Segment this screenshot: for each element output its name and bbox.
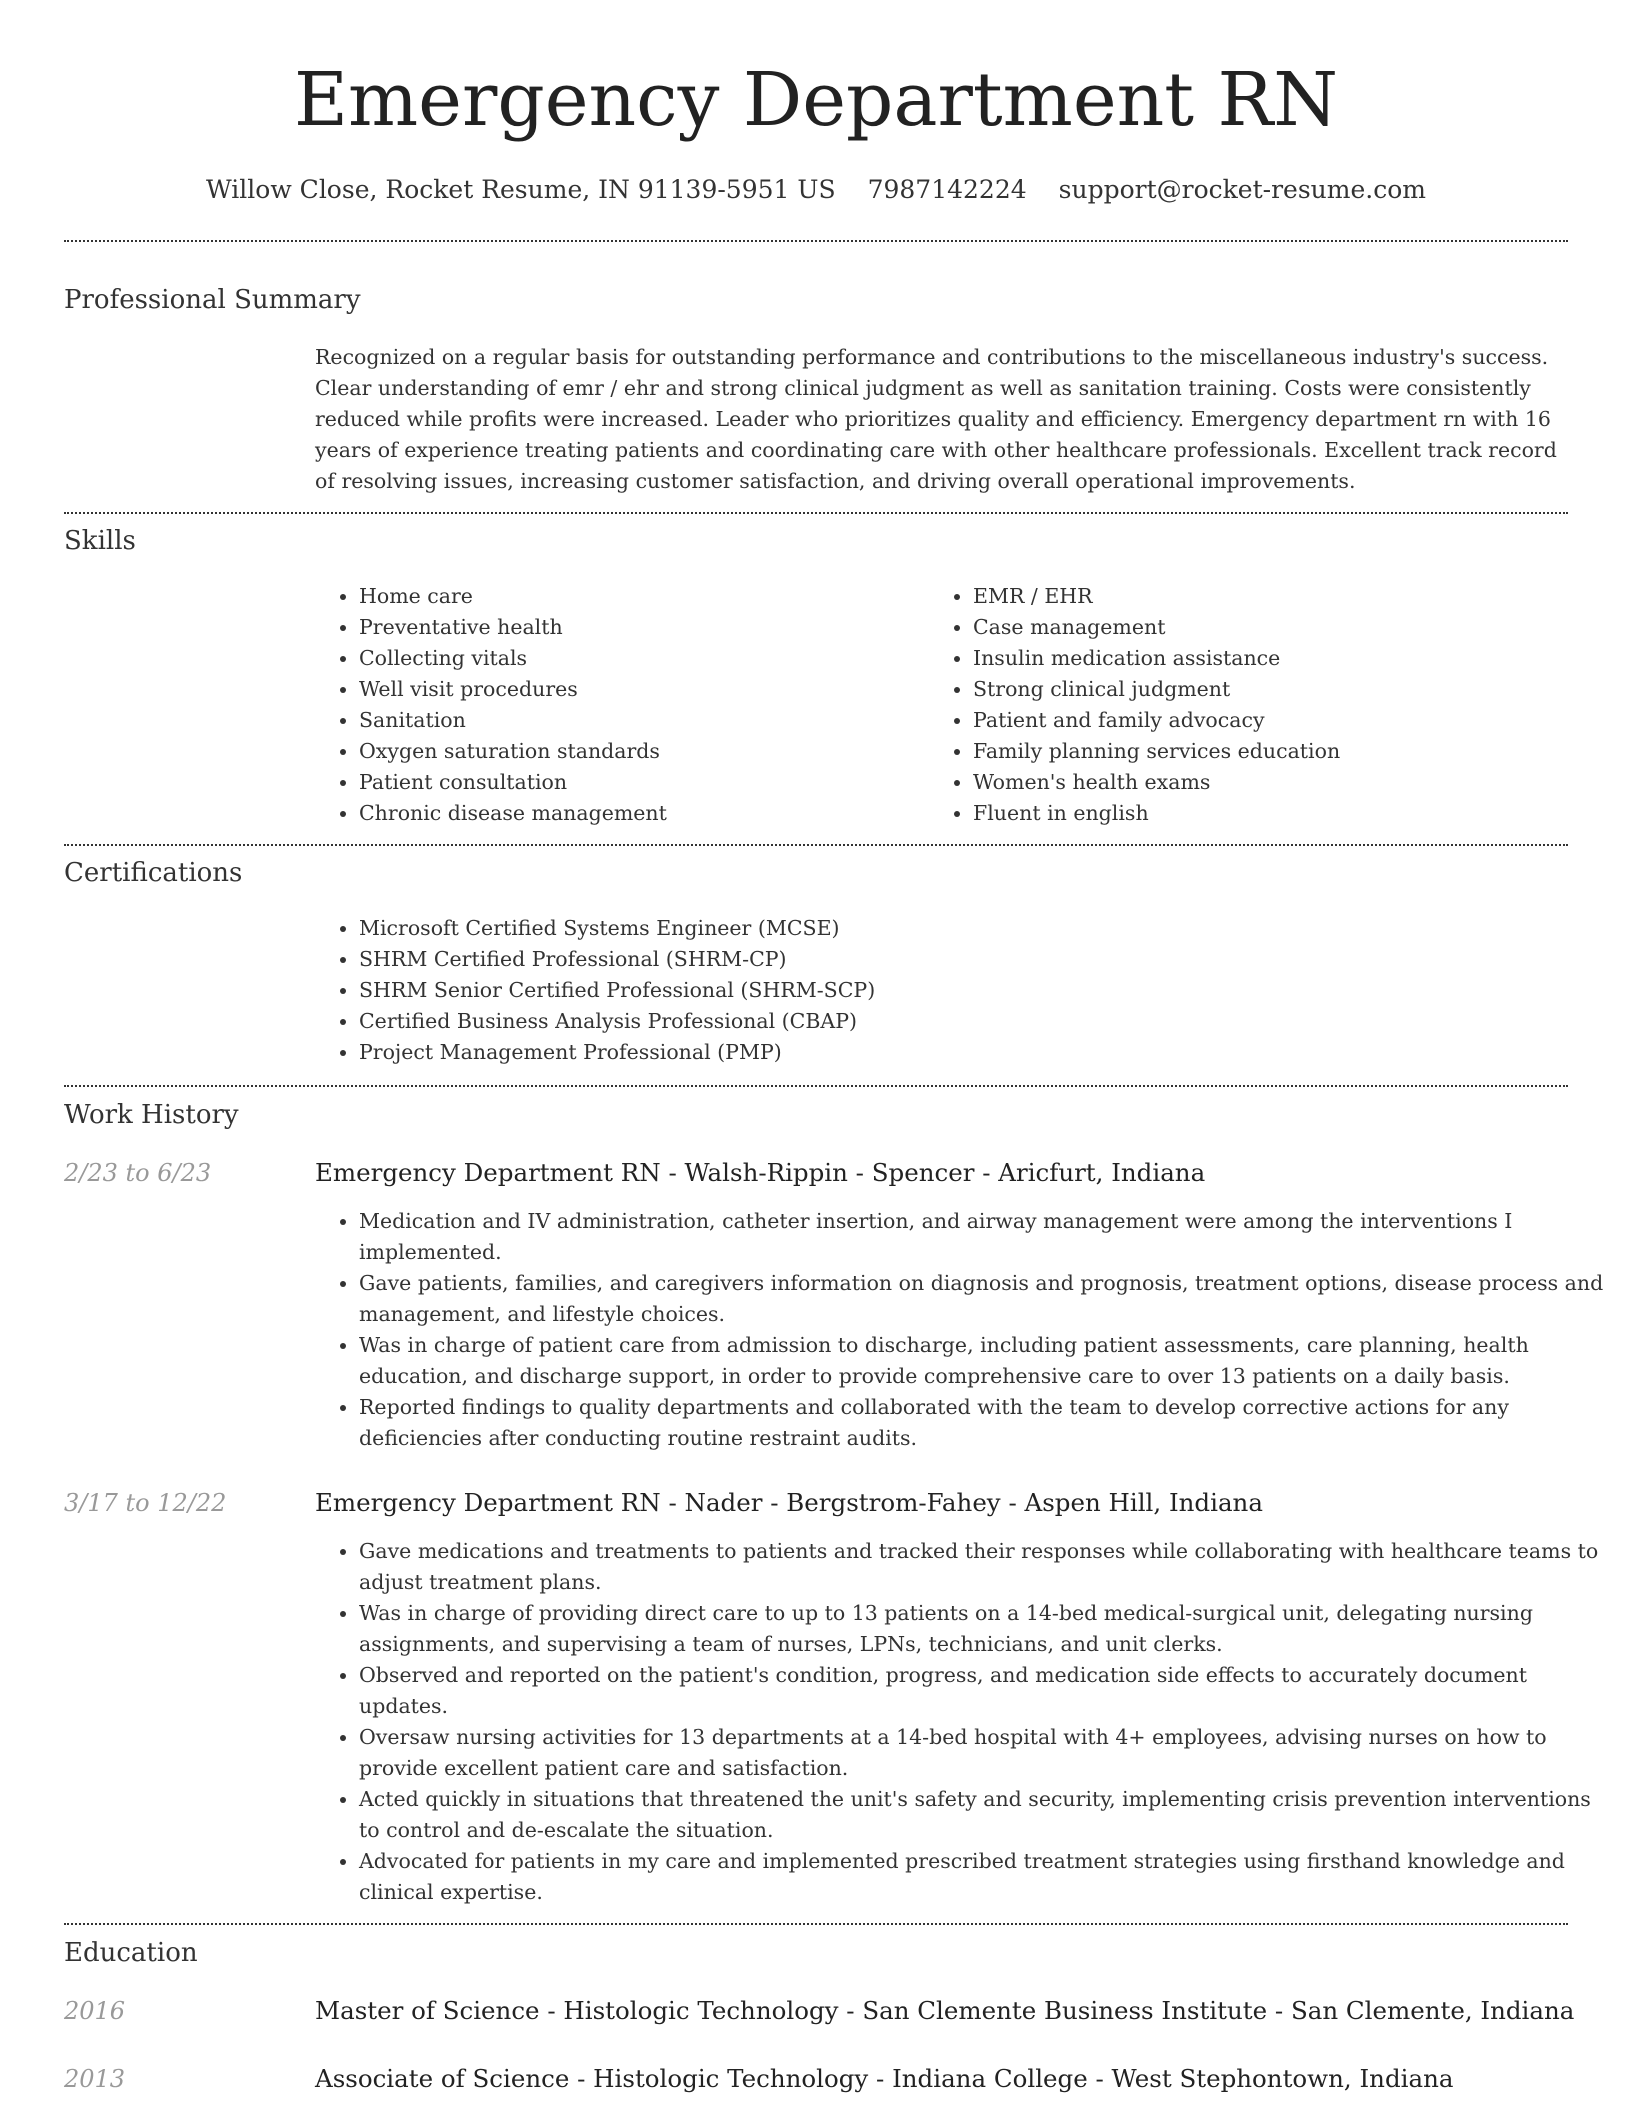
- job-bullets: [315, 1206, 1609, 1454]
- list-item: • Oversaw nursing activities for 13 departments at a 14-bed hospital with 4+ employees, advising nurses on how to provide excellent patient care and satisfaction.: [359, 1722, 1609, 1784]
- candidate-name: Emergency Department RN: [293, 57, 1339, 143]
- list-item: • Strong clinical judgment: [973, 674, 1573, 705]
- divider: [64, 1085, 1568, 1087]
- list-item: • Insulin medication assistance: [973, 643, 1573, 674]
- address: Willow Close, Rocket Resume, IN 91139-5951 US: [206, 175, 836, 204]
- list-item: • Microsoft Certified Systems Engineer (MCSE): [359, 913, 1609, 944]
- education-year: 2016: [64, 1997, 126, 2025]
- phone: 7987142224: [867, 175, 1027, 204]
- list-item: • Sanitation: [359, 705, 919, 736]
- section-title-work: Work History: [64, 1100, 239, 1130]
- contact-line: [0, 172, 1632, 208]
- section-title-certifications: Certifications: [64, 858, 243, 888]
- job-bullets: [315, 1536, 1609, 1908]
- skills-list-left: [315, 581, 919, 829]
- job-dates: 2/23 to 6/23: [64, 1159, 212, 1187]
- list-item: • Oxygen saturation standards: [359, 736, 919, 767]
- list-item: • Acted quickly in situations that threatened the unit's safety and security, implementing crisis prevention interventions to control and de-escalate the situation.: [359, 1784, 1609, 1846]
- email: support@rocket-resume.com: [1058, 175, 1426, 204]
- skills-list-right: [929, 581, 1573, 829]
- list-item: • Was in charge of patient care from admission to discharge, including patient assessments, care planning, health education, and discharge support, in order to provide comprehensive care to over 13 patients on a daily basis.: [359, 1330, 1609, 1392]
- divider: [64, 240, 1568, 242]
- education-year: 2013: [64, 2065, 126, 2093]
- list-item: • Preventative health: [359, 612, 919, 643]
- section-title-education: Education: [64, 1938, 198, 1968]
- divider: [64, 512, 1568, 514]
- list-item: • Well visit procedures: [359, 674, 919, 705]
- list-item: • SHRM Certified Professional (SHRM-CP): [359, 944, 1609, 975]
- section-title-summary: Professional Summary: [64, 285, 361, 315]
- list-item: • Certified Business Analysis Professional (CBAP): [359, 1006, 1609, 1037]
- divider: [64, 1923, 1568, 1925]
- list-item: • Fluent in english: [973, 798, 1573, 829]
- list-item: • Patient consultation: [359, 767, 919, 798]
- divider: [64, 844, 1568, 846]
- list-item: • Project Management Professional (PMP): [359, 1037, 1609, 1068]
- list-item: • Home care: [359, 581, 919, 612]
- list-item: • Collecting vitals: [359, 643, 919, 674]
- education-degree: Associate of Science - Histologic Technology - Indiana College - West Stephontown, Indiana: [315, 2064, 1454, 2093]
- job-title: Emergency Department RN - Nader - Bergstrom-Fahey - Aspen Hill, Indiana: [315, 1488, 1263, 1517]
- list-item: • EMR / EHR: [973, 581, 1573, 612]
- list-item: • SHRM Senior Certified Professional (SHRM-SCP): [359, 975, 1609, 1006]
- list-item: • Was in charge of providing direct care to up to 13 patients on a 14-bed medical-surgical unit, delegating nursing assignments, and supervising a team of nurses, LPNs, technicians, and unit clerks.: [359, 1598, 1609, 1660]
- list-item: • Case management: [973, 612, 1573, 643]
- job-title: Emergency Department RN - Walsh-Rippin - Spencer - Aricfurt, Indiana: [315, 1158, 1206, 1187]
- list-item: • Patient and family advocacy: [973, 705, 1573, 736]
- list-item: • Gave medications and treatments to patients and tracked their responses while collaborating with healthcare teams to adjust treatment plans.: [359, 1536, 1609, 1598]
- education-degree: Master of Science - Histologic Technology - San Clemente Business Institute - San Clemente, Indiana: [315, 1996, 1575, 2025]
- list-item: • Family planning services education: [973, 736, 1573, 767]
- summary-text: Recognized on a regular basis for outstanding performance and contributions to the miscellaneous industry's success. Clear understanding of emr / ehr and strong clinical judgment as well as sanitation training. Costs were consistently reduced while profits were increased. Leader who prioritizes quality and efficiency. Emergency department rn with 16 years of experience treating patients and coordinating care with other healthcare professionals. Excellent track record of resolving issues, increasing customer satisfaction, and driving overall operational improvements.: [315, 345, 1557, 493]
- list-item: • Advocated for patients in my care and implemented prescribed treatment strategies using firsthand knowledge and clinical expertise.: [359, 1846, 1609, 1908]
- list-item: • Gave patients, families, and caregivers information on diagnosis and prognosis, treatment options, disease process and management, and lifestyle choices.: [359, 1268, 1609, 1330]
- list-item: • Medication and IV administration, catheter insertion, and airway management were among the interventions I implemented.: [359, 1206, 1609, 1268]
- job-dates: 3/17 to 12/22: [64, 1489, 227, 1517]
- certifications-list: [315, 913, 1609, 1068]
- list-item: • Women's health exams: [973, 767, 1573, 798]
- list-item: • Reported findings to quality departments and collaborated with the team to develop corrective actions for any deficiencies after conducting routine restraint audits.: [359, 1392, 1609, 1454]
- list-item: • Chronic disease management: [359, 798, 919, 829]
- list-item: • Observed and reported on the patient's condition, progress, and medication side effects to accurately document updates.: [359, 1660, 1609, 1722]
- section-title-skills: Skills: [64, 526, 136, 556]
